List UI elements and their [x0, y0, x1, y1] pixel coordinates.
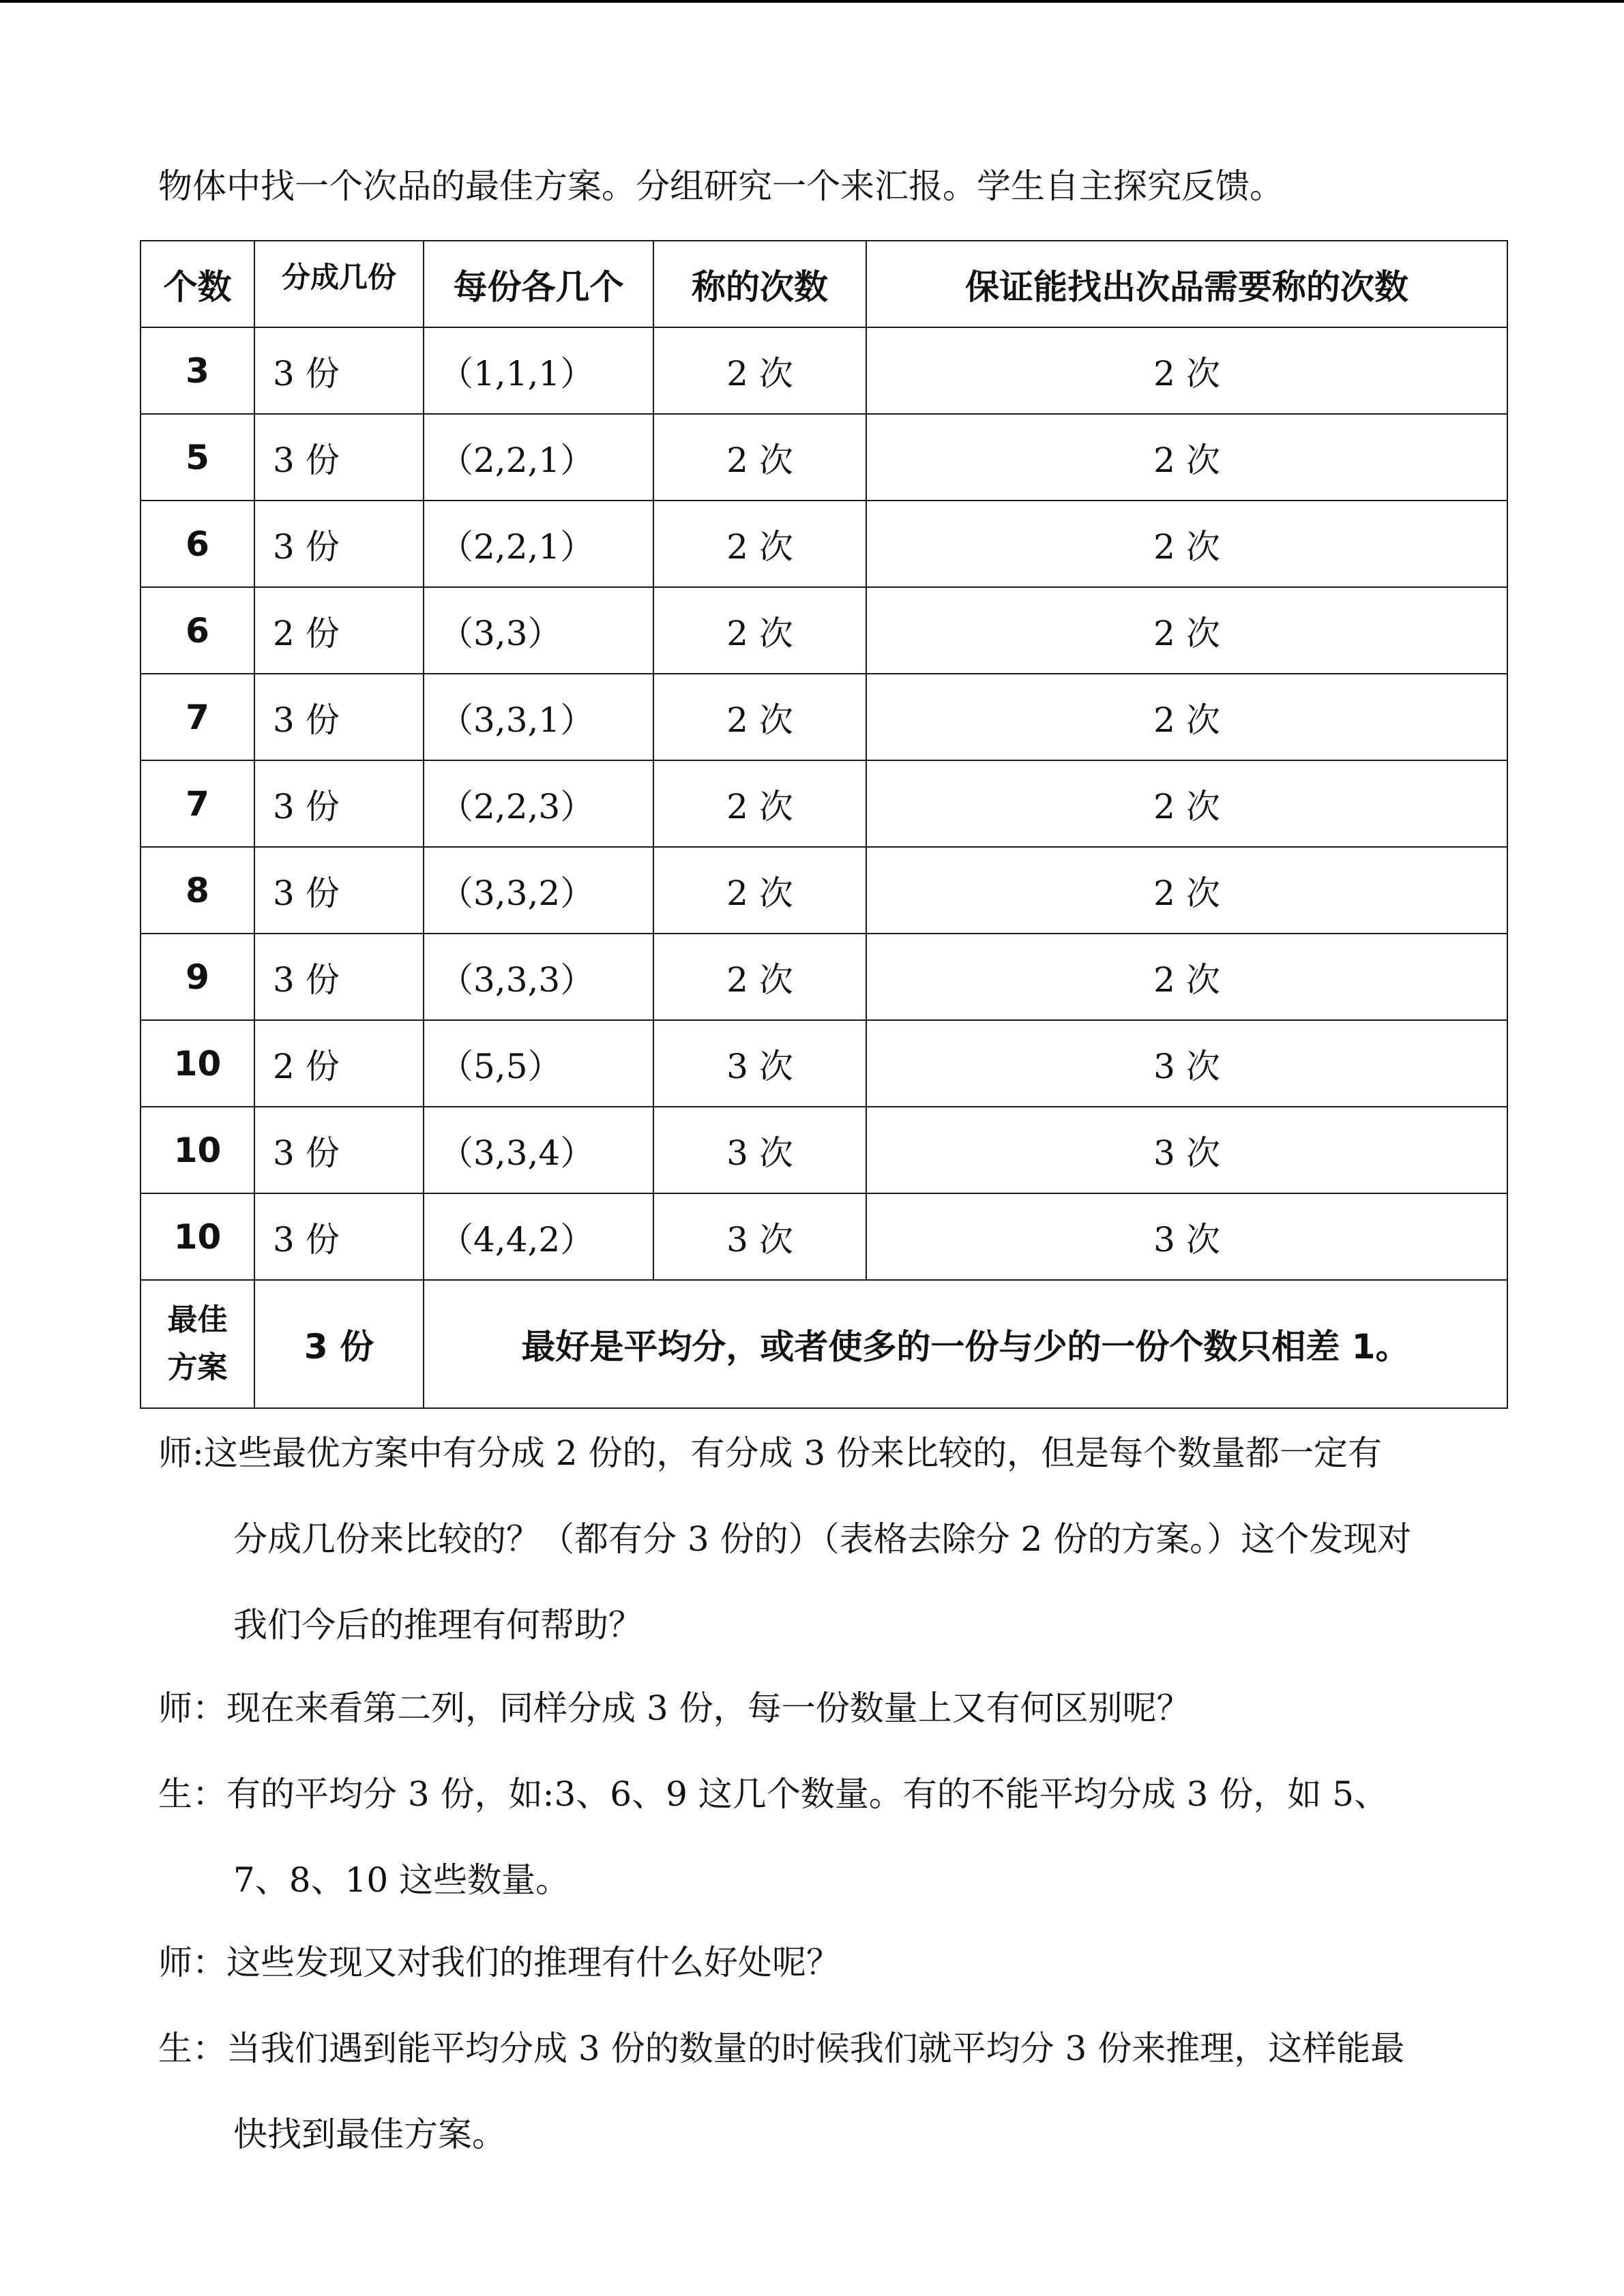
cell-split: （3,3,4） — [424, 1107, 653, 1193]
table-row — [141, 1107, 1507, 1193]
cell-groups: 3 份 — [254, 501, 424, 587]
cell-groups: 3 份 — [254, 674, 424, 760]
cell-count: 10 — [141, 1020, 254, 1107]
paragraph-line: 师：这些发现又对我们的推理有什么好处呢？ — [158, 1943, 840, 1982]
table-row — [141, 847, 1507, 934]
cell-guaranteed: 2 次 — [866, 934, 1507, 1020]
cell-weighings: 2 次 — [653, 847, 866, 934]
cell-count: 7 — [141, 674, 254, 760]
cell-split: （2,2,3） — [424, 760, 653, 847]
paragraph-line: 生：当我们遇到能平均分成 3 份的数量的时候我们就平均分 3 份来推理，这样能最 — [158, 2029, 1405, 2068]
cell-groups: 3 份 — [254, 1193, 424, 1280]
header-groups: 分成几份 — [254, 241, 424, 327]
top-border — [0, 0, 1624, 3]
cell-guaranteed: 2 次 — [866, 327, 1507, 414]
table-row — [141, 934, 1507, 1020]
table-row — [141, 674, 1507, 760]
cell-weighings: 2 次 — [653, 501, 866, 587]
cell-guaranteed: 2 次 — [866, 587, 1507, 674]
best-plan-value: 3 份 — [254, 1280, 424, 1408]
cell-guaranteed: 3 次 — [866, 1107, 1507, 1193]
header-weighings: 称的次数 — [653, 241, 866, 327]
table-row — [141, 501, 1507, 587]
cell-count: 10 — [141, 1193, 254, 1280]
cell-split: （3,3,1） — [424, 674, 653, 760]
cell-count: 7 — [141, 760, 254, 847]
cell-count: 6 — [141, 501, 254, 587]
cell-split: （5,5） — [424, 1020, 653, 1107]
table-row — [141, 760, 1507, 847]
cell-guaranteed: 3 次 — [866, 1020, 1507, 1107]
best-plan-label-line2: 方案 — [167, 1350, 228, 1385]
cell-count: 3 — [141, 327, 254, 414]
paragraph-teacher-3 — [158, 1920, 840, 2006]
cell-guaranteed: 2 次 — [866, 760, 1507, 847]
paragraph-line: 分成几份来比较的？（都有分 3 份的）（表格去除分 2 份的方案。）这个发现对 — [233, 1519, 1412, 1559]
cell-count: 6 — [141, 587, 254, 674]
best-plan-description: 最好是平均分，或者使多的一份与少的一份个数只相差 1。 — [424, 1280, 1507, 1408]
cell-weighings: 2 次 — [653, 414, 866, 501]
cell-guaranteed: 3 次 — [866, 1193, 1507, 1280]
cell-count: 9 — [141, 934, 254, 1020]
table-row — [141, 327, 1507, 414]
cell-weighings: 2 次 — [653, 934, 866, 1020]
paragraph-student-2 — [158, 2006, 1404, 2177]
intro-text: 物体中找一个次品的最佳方案。分组研究一个来汇报。学生自主探究反馈。 — [158, 166, 1284, 206]
paragraph-teacher-2 — [158, 1665, 1191, 1751]
header-count: 个数 — [141, 241, 254, 327]
best-plan-label-line1: 最佳 — [167, 1302, 228, 1337]
cell-groups: 2 份 — [254, 587, 424, 674]
cell-split: （2,2,1） — [424, 414, 653, 501]
paragraph-line: 师:这些最优方案中有分成 2 份的，有分成 3 份来比较的，但是每个数量都一定有 — [158, 1433, 1383, 1473]
cell-count: 10 — [141, 1107, 254, 1193]
cell-split: （1,1,1） — [424, 327, 653, 414]
cell-split: （3,3,3） — [424, 934, 653, 1020]
cell-split: （3,3,2） — [424, 847, 653, 934]
cell-groups: 3 份 — [254, 327, 424, 414]
cell-groups: 3 份 — [254, 414, 424, 501]
header-guaranteed: 保证能找出次品需要称的次数 — [866, 241, 1507, 327]
cell-split: （4,4,2） — [424, 1193, 653, 1280]
cell-weighings: 2 次 — [653, 587, 866, 674]
cell-count: 8 — [141, 847, 254, 934]
cell-guaranteed: 2 次 — [866, 414, 1507, 501]
paragraph-teacher-1 — [158, 1410, 1411, 1668]
paragraph-student-1 — [158, 1751, 1388, 1923]
best-plan-label — [141, 1280, 254, 1408]
table-row — [141, 1020, 1507, 1107]
cell-groups: 3 份 — [254, 934, 424, 1020]
cell-split: （3,3） — [424, 587, 653, 674]
paragraph-line: 快找到最佳方案。 — [233, 2115, 506, 2154]
cell-weighings: 3 次 — [653, 1020, 866, 1107]
cell-weighings: 2 次 — [653, 327, 866, 414]
cell-groups: 3 份 — [254, 1107, 424, 1193]
table-row — [141, 587, 1507, 674]
paragraph-line: 我们今后的推理有何帮助？ — [233, 1605, 643, 1645]
table-header-row — [141, 241, 1507, 327]
header-split: 每份各几个 — [424, 241, 653, 327]
results-table — [140, 240, 1508, 1409]
cell-guaranteed: 2 次 — [866, 501, 1507, 587]
paragraph-line: 7、8、10 这些数量。 — [233, 1860, 570, 1900]
cell-weighings: 3 次 — [653, 1107, 866, 1193]
cell-weighings: 3 次 — [653, 1193, 866, 1280]
cell-weighings: 2 次 — [653, 674, 866, 760]
paragraph-line: 生：有的平均分 3 份，如:3、6、9 这几个数量。有的不能平均分成 3 份，如 5、 — [158, 1774, 1389, 1814]
paragraph-line: 师：现在来看第二列，同样分成 3 份，每一份数量上又有何区别呢？ — [158, 1688, 1191, 1728]
table-row — [141, 1193, 1507, 1280]
cell-groups: 3 份 — [254, 760, 424, 847]
cell-groups: 3 份 — [254, 847, 424, 934]
cell-split: （2,2,1） — [424, 501, 653, 587]
cell-groups: 2 份 — [254, 1020, 424, 1107]
cell-count: 5 — [141, 414, 254, 501]
cell-weighings: 2 次 — [653, 760, 866, 847]
cell-guaranteed: 2 次 — [866, 847, 1507, 934]
table-row — [141, 414, 1507, 501]
best-plan-row — [141, 1280, 1507, 1408]
cell-guaranteed: 2 次 — [866, 674, 1507, 760]
